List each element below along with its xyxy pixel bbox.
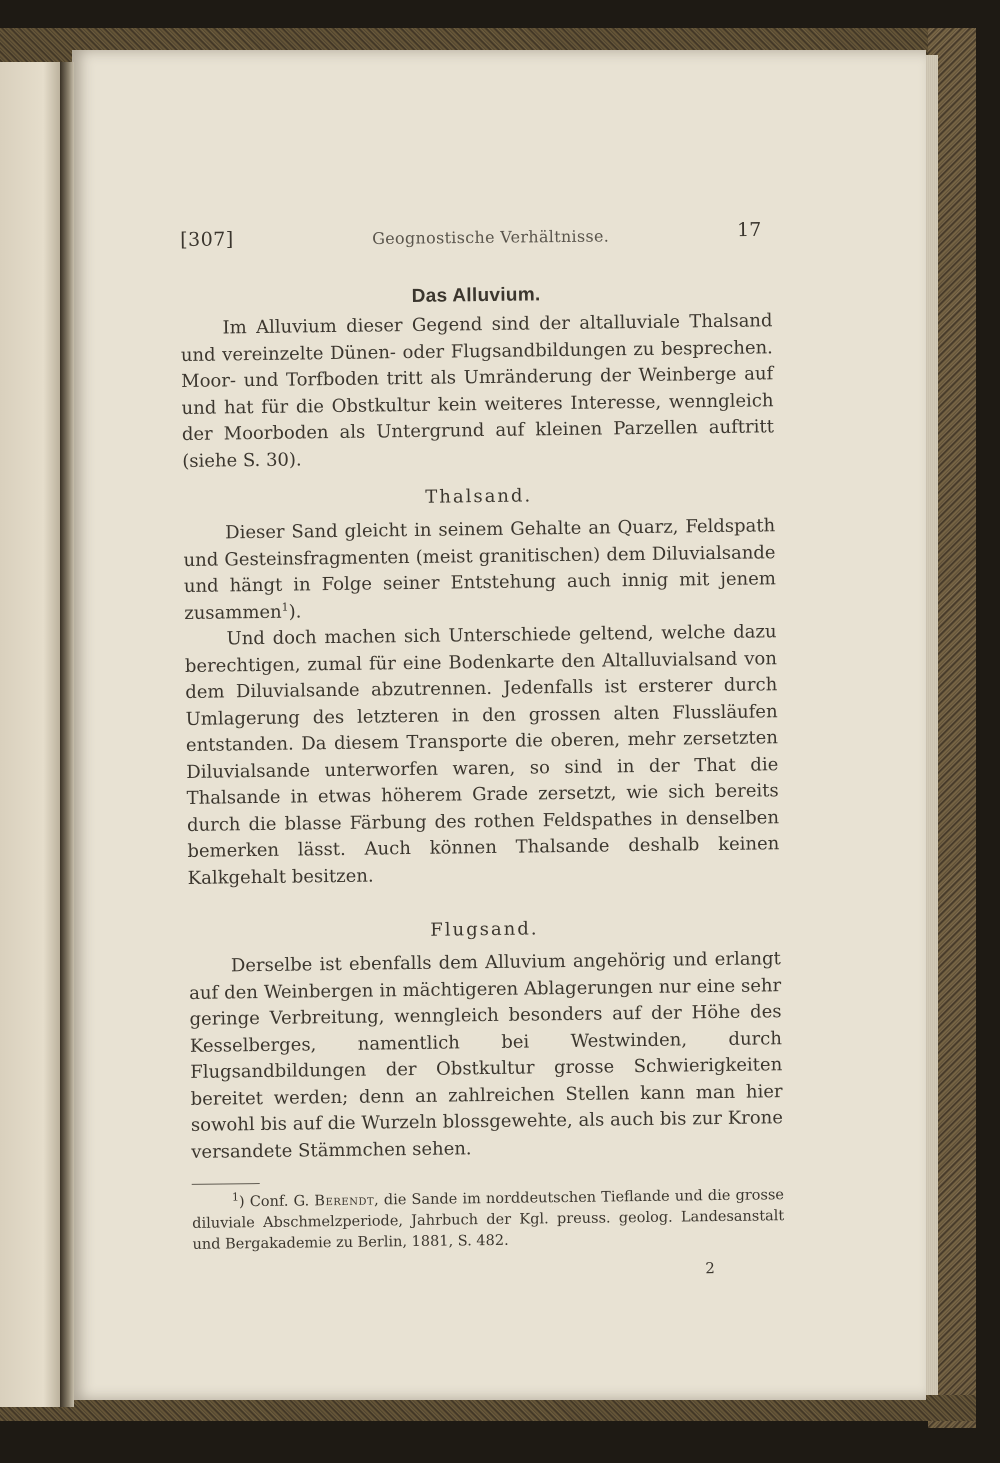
footnote-mark: 1	[231, 1190, 239, 1204]
subsection-title-flugsand: Flugsand.	[430, 918, 539, 941]
thalsand-paragraph-1	[183, 513, 776, 627]
facing-page-edge	[0, 62, 62, 1407]
footnote-text: , die Sande im norddeutschen Tieflande und die grosse diluviale Abschmelzperiode, Jahrbuch der Kgl. preuss. geolog. Landesanstalt und Bergakademie zu Berlin, 1881, S. 482.	[192, 1187, 785, 1253]
printer-signature: 2	[705, 1259, 715, 1278]
subsection-title-thalsand: Thalsand.	[425, 485, 533, 508]
running-title: Geognostische Verhältnisse.	[372, 226, 610, 248]
intro-paragraph: Im Alluvium dieser Gegend sind der altalluviale Thalsand und vereinzelte Dünen- oder Flugsandbildungen zu besprechen. Moor- und Torfboden tritt als Umränderung der Weinberge auf und hat für die Obstkultur kein weiteres Interesse, wenngleich der Moorboden als Untergrund auf kleinen Parzellen auftritt (siehe S. 30).	[180, 310, 775, 472]
thalsand-paragraph-1-text: Dieser Sand gleicht in seinem Gehalte an Quarz, Feldspath und Gesteinsfragmenten (meist granitischen) dem Diluvialsande und hängt in Folge seiner Entstehung auch innig mit jenem zusammen	[183, 515, 776, 624]
section-title: Das Alluvium.	[411, 284, 541, 307]
footnote-reference: 1	[281, 600, 289, 614]
page-number: 17	[736, 218, 762, 242]
flugsand-paragraph: Derselbe ist ebenfalls dem Alluvium angehörig und erlangt auf den Weinbergen in mächtigeren Ablagerungen nur eine sehr geringe Verbreitung, wenngleich besonders auf der Höhe des Kesselberges, namentlich bei Westwinden, durch Flugsandbildungen der Obstkultur grosse Schwierigkeiten bereitet werden; denn an zahlreichen Stellen kann man hier sowohl bis auf die Wurzeln blossgewehte, als auch bis zur Krone versandete Stämmchen sehen.	[189, 948, 784, 1163]
footnote-1	[192, 1185, 785, 1256]
book-page	[72, 50, 926, 1400]
body-text	[180, 280, 785, 1288]
thalsand-paragraph-1-end: ).	[288, 600, 302, 623]
footnote-author: Berendt	[314, 1192, 375, 1210]
page-bracket-number: [307]	[180, 228, 234, 251]
footnote-prefix: ) Conf. G.	[238, 1193, 315, 1211]
thalsand-paragraph-2: Und doch machen sich Unterschiede geltend, welche dazu berechtigen, zumal für eine Bodenkarte den Altalluvialsand von dem Diluvialsande abzutrennen. Jedenfalls ist ersterer durch Umlagerung des letzteren in den grossen alten Flussläufen entstanden. Da diesem Transporte die oberen, mehr zersetzten Diluvialsande unterworfen waren, so sind in der That die Thalsande in etwas höherem Grade zersetzt, wie sich bereits durch die blasse Färbung des rothen Feldspathes in denselben bemerken lässt. Auch können Thalsande deshalb keinen Kalkgehalt besitzen.	[184, 621, 780, 889]
book-gutter	[60, 62, 74, 1407]
running-head	[180, 219, 770, 255]
footnote-divider	[192, 1183, 260, 1185]
footnotes	[192, 1185, 785, 1256]
